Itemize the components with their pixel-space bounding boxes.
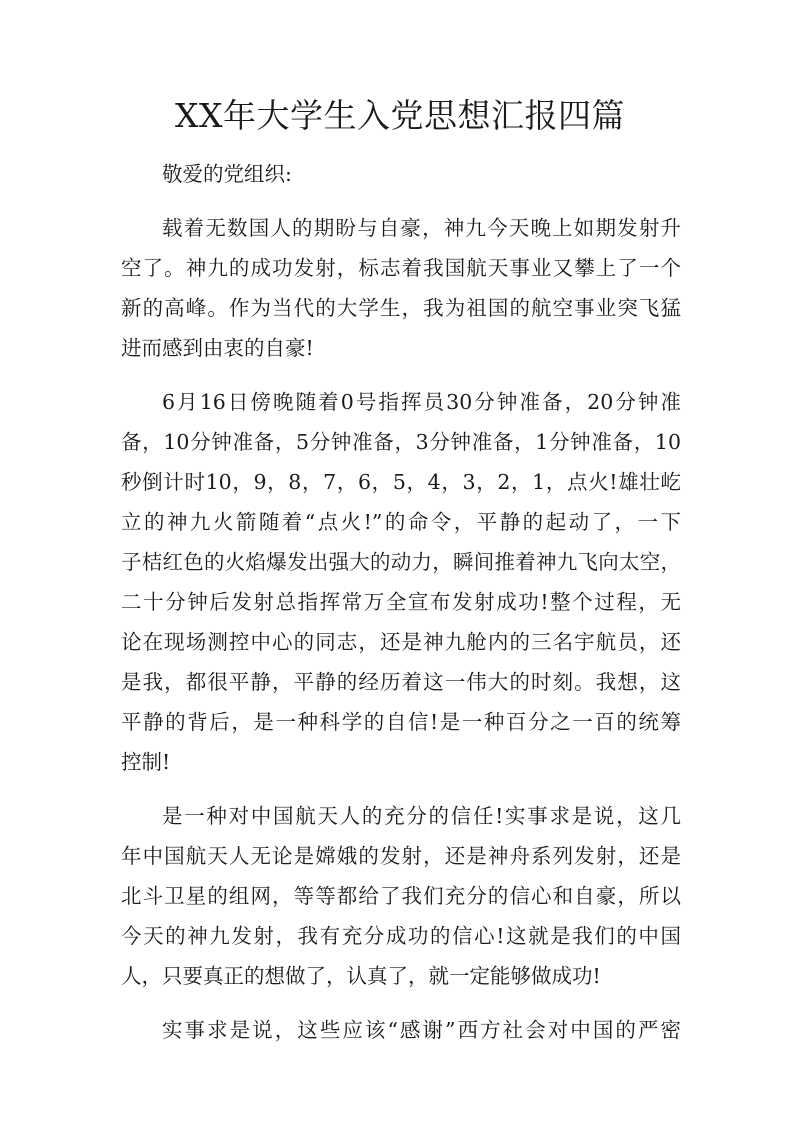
text-line: 子桔红色的火焰爆发出强大的动力，瞬间推着神九飞向太空，: [121, 550, 681, 574]
paragraph-gap: [121, 996, 681, 1010]
text-line: 6月16日傍晚随着0号指挥员30分钟准备，20分钟准: [162, 390, 681, 414]
paragraph-2: [121, 382, 681, 782]
text-line: 实事求是说，这些应该“感谢”西方社会对中国的严密: [162, 1018, 681, 1042]
text-line: 平静的背后，是一种科学的自信!是一种百分之一百的统筹: [121, 710, 681, 734]
paragraph-3: [121, 796, 681, 996]
document-title: XX年大学生入党思想汇报四篇: [175, 96, 625, 135]
text-line: 今天的神九发射，我有充分成功的信心!这就是我们的中国: [121, 924, 681, 948]
text-line: 二十分钟后发射总指挥常万全宣布发射成功!整个过程，无: [121, 590, 681, 614]
text-line: 人，只要真正的想做了，认真了，就一定能够做成功!: [121, 964, 601, 988]
paragraph-gap: [121, 782, 681, 796]
text-line: 秒倒计时10，9，8，7，6，5，4，3，2，1，点火!雄壮屹: [121, 470, 681, 494]
text-line: 进而感到由衷的自豪!: [121, 336, 314, 360]
text-line: 空了。神九的成功发射，标志着我国航天事业又攀上了一个: [121, 256, 681, 280]
text-line: 论在现场测控中心的同志，还是神九舱内的三名宇航员，还: [121, 630, 681, 654]
salutation-paragraph: [121, 154, 681, 194]
paragraph-gap: [121, 194, 681, 208]
text-line: 载着无数国人的期盼与自豪，神九今天晚上如期发射升: [162, 216, 681, 240]
document-body: [121, 154, 681, 1050]
paragraph-4: [121, 1010, 681, 1050]
paragraph-gap: [121, 368, 681, 382]
text-line: 备，10分钟准备，5分钟准备，3分钟准备，1分钟准备，10: [121, 430, 681, 454]
text-line: 是一种对中国航天人的充分的信任!实事求是说，这几: [162, 804, 681, 828]
salutation-line: 敬爱的党组织:: [162, 162, 292, 186]
paragraph-1: [121, 208, 681, 368]
text-line: 新的高峰。作为当代的大学生，我为祖国的航空事业突飞猛: [121, 296, 681, 320]
text-line: 北斗卫星的组网，等等都给了我们充分的信心和自豪，所以: [121, 884, 681, 908]
text-line: 立的神九火箭随着“点火!”的命令，平静的起动了，一下: [121, 510, 681, 534]
text-line: 控制!: [121, 750, 171, 774]
text-line: 是我，都很平静，平静的经历着这一伟大的时刻。我想，这: [121, 670, 681, 694]
text-line: 年中国航天人无论是嫦娥的发射，还是神舟系列发射，还是: [121, 844, 681, 868]
